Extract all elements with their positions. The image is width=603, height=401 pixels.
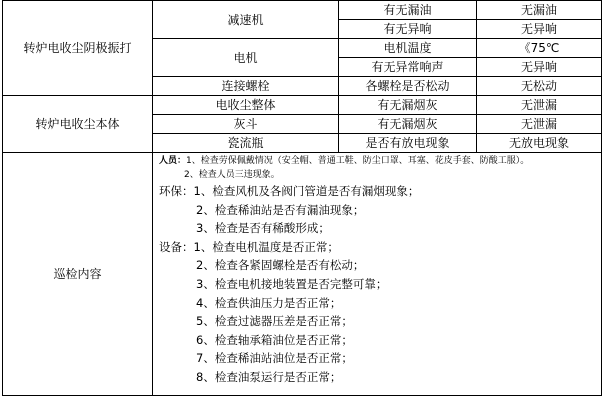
check-item-cell: 有无异常响声 (339, 58, 477, 77)
inspection-content-cell (153, 153, 602, 396)
equip-section (159, 238, 601, 387)
table-row (3, 96, 602, 115)
env-section (159, 182, 601, 238)
standard-cell: 无放电现象 (477, 134, 602, 153)
component-cell: 灰斗 (153, 115, 339, 134)
check-item-cell: 有无漏烟灰 (339, 115, 477, 134)
content-label-cell: 巡检内容 (3, 153, 153, 396)
check-item-cell: 有无异响 (339, 20, 477, 39)
check-item-cell: 电机温度 (339, 39, 477, 58)
component-cell: 电收尘整体 (153, 96, 339, 115)
equip-label: 设备： (159, 239, 194, 254)
component-cell: 电机 (153, 39, 339, 77)
equip-item: 7、检查稀油站油位是否正常； (196, 351, 353, 366)
equip-item: 3、检查电机接地装置是否完整可靠； (196, 276, 388, 291)
equip-item: 2、检查各紧固螺栓是否有松动； (196, 258, 365, 273)
personnel-section (159, 154, 601, 182)
check-item-cell: 各螺栓是否松动 (339, 77, 477, 96)
standard-cell: 无漏油 (477, 1, 602, 20)
equip-line (159, 238, 601, 257)
inspection-table (2, 0, 602, 396)
env-line (159, 182, 601, 201)
personnel-item: 2、检查人员三违现象。 (184, 170, 280, 180)
standard-cell: 无松动 (477, 77, 602, 96)
personnel-item: 1、检查劳保佩戴情况（安全帽、普通工鞋、防尘口罩、耳塞、花皮手套、防酸工服）。 (186, 156, 530, 166)
equip-item: 8、检查油泵运行是否正常； (196, 369, 342, 384)
equip-item: 6、检查轴承箱油位是否正常； (196, 332, 353, 347)
standard-cell: 《75℃ (477, 39, 602, 58)
env-item: 1、检查风机及各阀门管道是否有漏烟现象； (193, 184, 420, 198)
group-label-precipitator-body: 转炉电收尘本体 (3, 96, 153, 153)
equip-item: 4、检查供油压力是否正常； (196, 295, 342, 310)
table-row (3, 153, 602, 396)
standard-cell: 无异响 (477, 20, 602, 39)
env-label: 环保： (159, 184, 194, 198)
component-cell: 减速机 (153, 1, 339, 39)
table-row (3, 1, 602, 20)
component-cell: 瓷流瓶 (153, 134, 339, 153)
equip-item: 1、检查电机温度是否正常； (193, 239, 339, 254)
check-item-cell: 有无漏油 (339, 1, 477, 20)
env-item: 2、检查稀油站是否有漏油现象； (196, 202, 365, 217)
inspection-document (2, 0, 601, 396)
group-label-cathode-rapping: 转炉电收尘阴极振打 (3, 1, 153, 96)
personnel-line (159, 154, 601, 168)
component-cell: 连接螺栓 (153, 77, 339, 96)
standard-cell: 无泄漏 (477, 96, 602, 115)
equip-item: 5、检查过滤器压差是否正常； (196, 314, 353, 329)
standard-cell: 无异响 (477, 58, 602, 77)
check-item-cell: 是否有放电现象 (339, 134, 477, 153)
env-item: 3、检查是否有稀酸形成； (196, 221, 330, 236)
personnel-label: 人员： (159, 156, 187, 166)
standard-cell: 无泄漏 (477, 115, 602, 134)
check-item-cell: 有无漏烟灰 (339, 96, 477, 115)
